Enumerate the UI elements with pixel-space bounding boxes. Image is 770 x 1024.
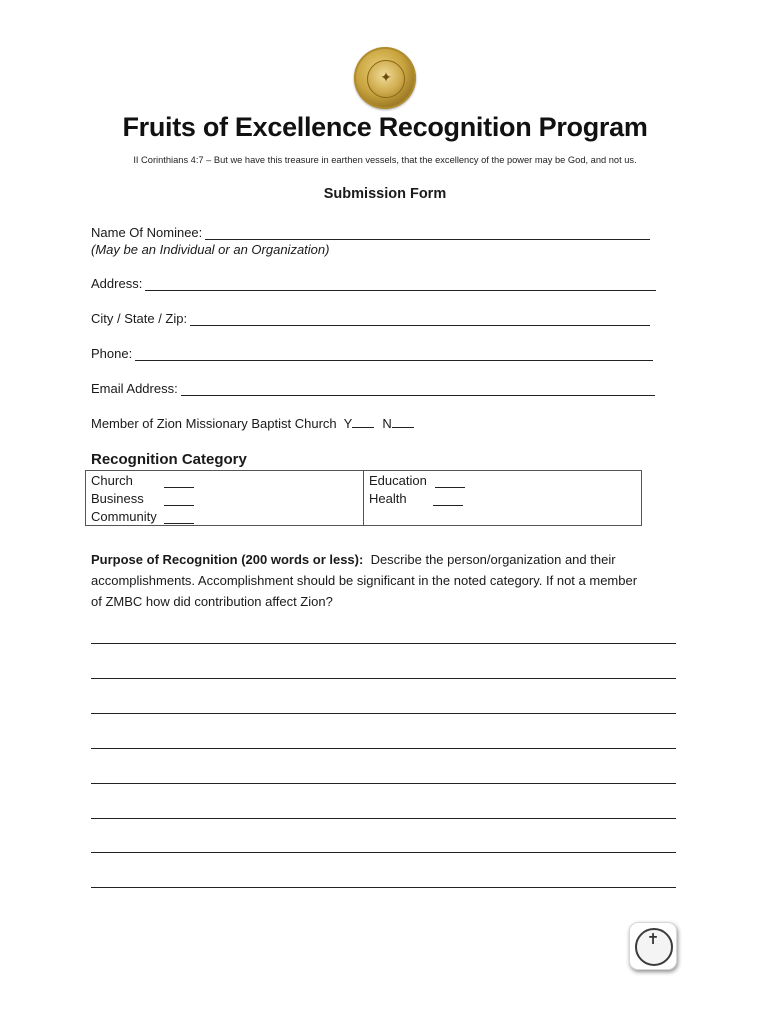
email-field[interactable]: [91, 381, 655, 396]
business-blank[interactable]: [164, 494, 194, 506]
address-label: Address:: [91, 276, 143, 291]
nominee-blank[interactable]: [205, 225, 650, 240]
response-line[interactable]: [91, 852, 676, 853]
nominee-field[interactable]: [91, 225, 650, 240]
email-blank[interactable]: [181, 381, 655, 396]
purpose-label: Purpose of Recognition (200 words or less):: [91, 552, 364, 567]
category-business: Business: [91, 490, 144, 506]
scripture-verse: II Corinthians 4:7 – But we have this treasure in earthen vessels, that the excellency of the power may be God, and not us.: [133, 155, 637, 165]
response-line[interactable]: [91, 713, 676, 714]
phone-field[interactable]: [91, 346, 653, 361]
category-cell[interactable]: [364, 489, 642, 507]
response-line[interactable]: [91, 818, 676, 819]
phone-blank[interactable]: [135, 346, 653, 361]
category-cell-empty: [364, 507, 642, 526]
member-label: Member of Zion Missionary Baptist Church: [91, 416, 337, 431]
member-no-label: N: [382, 416, 392, 431]
church-blank[interactable]: [164, 476, 194, 488]
category-cell[interactable]: [364, 471, 642, 490]
response-line[interactable]: [91, 643, 676, 644]
category-cell[interactable]: [86, 507, 364, 526]
category-health: Health: [369, 490, 407, 506]
nominee-label: Name Of Nominee:: [91, 225, 203, 240]
gold-seal-icon: ✦: [354, 47, 416, 109]
category-cell[interactable]: [86, 471, 364, 490]
city-state-zip-field[interactable]: [91, 311, 650, 326]
category-education: Education: [369, 472, 427, 488]
address-blank[interactable]: [145, 276, 656, 291]
email-label: Email Address:: [91, 381, 178, 396]
form-subtitle: Submission Form: [323, 186, 447, 202]
nominee-note: (May be an Individual or an Organization): [91, 242, 330, 257]
category-church: Church: [91, 472, 133, 488]
member-yes-blank[interactable]: [352, 415, 374, 428]
recognition-category-table: [85, 470, 642, 526]
purpose-text: Describe the person/organization and their accomplishments. Accomplishment should be significant in the noted category. If not a member of ZMBC how did contribution affect Zion?: [91, 552, 638, 609]
city-state-zip-label: City / State / Zip:: [91, 311, 188, 326]
city-state-zip-blank[interactable]: [190, 311, 650, 326]
purpose-instructions: [91, 549, 651, 612]
category-community: Community: [91, 508, 157, 524]
health-blank[interactable]: [433, 494, 463, 506]
church-seal-icon: ✝: [629, 922, 677, 970]
member-yes-label: Y: [343, 416, 353, 431]
address-field[interactable]: [91, 276, 656, 291]
community-blank[interactable]: [164, 512, 194, 524]
response-line[interactable]: [91, 887, 676, 888]
response-line[interactable]: [91, 783, 676, 784]
education-blank[interactable]: [435, 476, 465, 488]
page-title: Fruits of Excellence Recognition Program: [122, 112, 648, 142]
response-line[interactable]: [91, 748, 676, 749]
phone-label: Phone:: [91, 346, 133, 361]
member-question: [91, 415, 414, 431]
recognition-category-heading: Recognition Category: [91, 451, 247, 468]
response-line[interactable]: [91, 678, 676, 679]
category-cell[interactable]: [86, 489, 364, 507]
member-no-blank[interactable]: [392, 415, 414, 428]
